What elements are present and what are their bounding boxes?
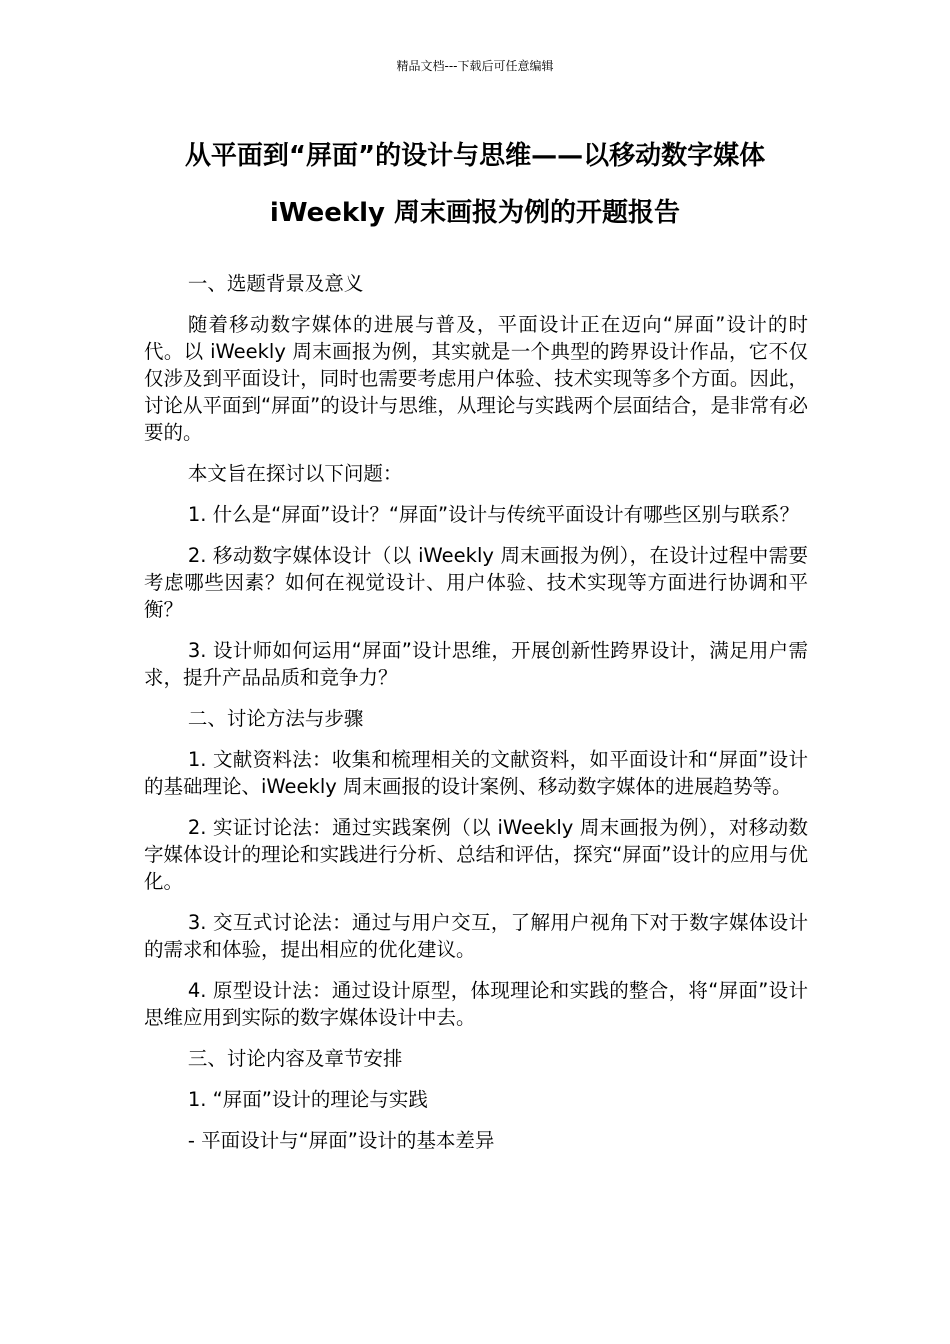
question-item-1: 1. 什么是“屏面”设计？“屏面”设计与传统平面设计有哪些区别与联系？ (187, 503, 800, 526)
paragraph-background: 随着移动数字媒体的进展与普及，平面设计正在迈向“屏面”设计的时代。以 iWeekly 周末画报为例，其实就是一个典型的跨界设计作品，它不仅仅涉及到平面设计，同时也需要考虑用户体验、技术实现等多个方面。因此，讨论从平面到“屏面”的设计与思维，从理论与实践两个层面结合，是非常有必要的。 (144, 313, 808, 444)
content-subitem-1: - 平面设计与“屏面”设计的基本差异 (187, 1129, 495, 1152)
document-title-line-1: 从平面到“屏面”的设计与思维——以移动数字媒体 (184, 141, 766, 171)
section-heading-methods: 二、讨论方法与步骤 (187, 707, 364, 730)
section-heading-content: 三、讨论内容及章节安排 (187, 1047, 403, 1070)
method-item-3: 3. 交互式讨论法：通过与用户交互，了解用户视角下对于数字媒体设计的需求和体验，提出相应的优化建议。 (144, 911, 808, 961)
method-item-2: 2. 实证讨论法：通过实践案例（以 iWeekly 周末画报为例），对移动数字媒体设计的理论和实践进行分析、总结和评估，探究“屏面”设计的应用与优化。 (144, 816, 808, 893)
method-item-1: 1. 文献资料法：收集和梳理相关的文献资料，如平面设计和“屏面”设计的基础理论、iWeekly 周末画报的设计案例、移动数字媒体的进展趋势等。 (144, 748, 808, 798)
header-note: 精品文档---下载后可任意编辑 (396, 59, 554, 73)
document-title-line-2: iWeekly 周末画报为例的开题报告 (269, 198, 681, 228)
method-item-4: 4. 原型设计法：通过设计原型，体现理论和实践的整合，将“屏面”设计思维应用到实际的数字媒体设计中去。 (144, 979, 808, 1029)
paragraph-questions-intro: 本文旨在探讨以下问题： (187, 462, 403, 485)
content-item-1: 1. “屏面”设计的理论与实践 (187, 1088, 428, 1111)
section-heading-background: 一、选题背景及意义 (187, 272, 364, 295)
question-item-2: 2. 移动数字媒体设计（以 iWeekly 周末画报为例），在设计过程中需要考虑哪些因素？如何在视觉设计、用户体验、技术实现等方面进行协调和平衡？ (144, 544, 808, 621)
question-item-3: 3. 设计师如何运用“屏面”设计思维，开展创新性跨界设计，满足用户需求，提升产品品质和竞争力？ (144, 639, 808, 689)
document-body (144, 270, 808, 1168)
